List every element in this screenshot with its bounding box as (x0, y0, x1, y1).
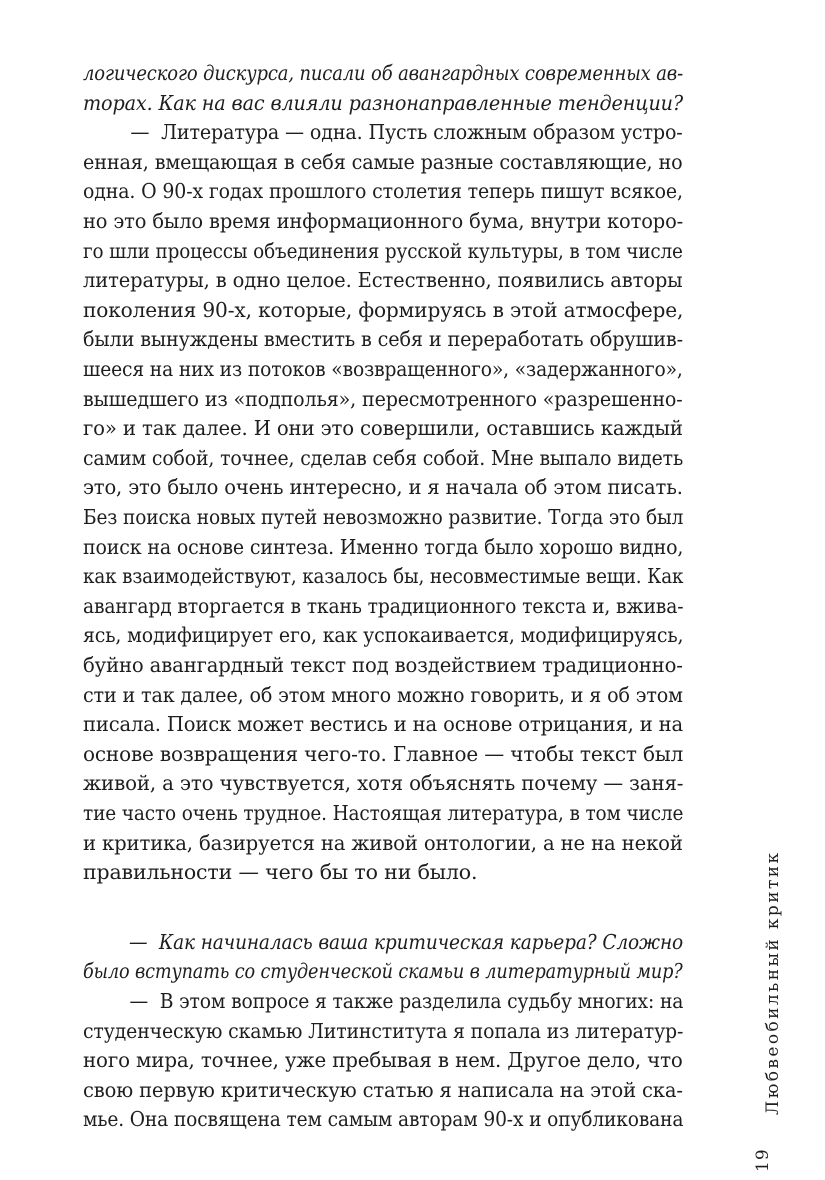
text-line: — Литература — одна. Пусть сложным образом устро- (83, 120, 683, 145)
text-line: но это было время информационного бума, внутри которо- (83, 209, 684, 233)
text-line: это, это было очень интересно, и я начала об этом писать. (83, 475, 683, 500)
text-line: самим собой, точнее, сделав себя собой. Мне выпало видеть (83, 445, 684, 470)
text-line: ного мира, точнее, уже пребывая в нем. Другое дело, что (83, 1048, 683, 1073)
text-line: сти и так далее, об этом много можно говорить, и я об этом (83, 682, 683, 707)
text-line: правильности — чего бы то ни было. (83, 860, 478, 885)
text-line: — В этом вопросе я также разделила судьбу многих: на (83, 989, 684, 1013)
text-line: авангард вторгается в ткань традиционного текста и, вжива- (83, 593, 684, 618)
text-line: енная, вмещающая в себя самые разные составляющие, но (83, 149, 683, 174)
text-line: Без поиска новых путей невозможно развитие. Тогда это был (83, 505, 684, 529)
text-line: литературы, в одно целое. Естественно, появились авторы (83, 268, 683, 293)
text-line: ясь, модифицирует его, как успокаивается, модифицируясь, (83, 623, 684, 648)
text-line: шееся на них из потоков «возвращенного», «задержанного», (83, 357, 683, 381)
text-line: и критика, базируется на живой онтологии, а не на некой (83, 830, 683, 855)
text-line: писала. Поиск может вестись и на основе отрицания, и на (83, 712, 684, 737)
text-line: как взаимодействуют, казалось бы, несовместимые вещи. Как (83, 564, 684, 589)
text-line: буйно авангардный текст под воздействием традиционно- (83, 653, 683, 677)
page-number: 19 (753, 1148, 773, 1172)
running-head: Любвеобильный критик (763, 850, 783, 1115)
text-line: свою первую критическую статью я написала на этой ска- (83, 1077, 683, 1102)
text-line: одна. О 90-х годах прошлого столетия теперь пишут всякое, (83, 179, 683, 204)
text-line: поколения 90-х, которые, формируясь в этой атмосфере, (83, 297, 684, 322)
text-line: живой, а это чувствуется, хотя объяснять почему — заня- (83, 771, 684, 796)
text-line: были вынуждены вместить в себя и переработать обрушив- (83, 327, 683, 352)
text-line: мье. Она посвящена тем самым авторам 90-х и опубликована (83, 1107, 684, 1132)
text-line: вышедшего из «подполья», пересмотренного «разрешенно- (83, 386, 683, 411)
text-line: — Как начиналась ваша критическая карьера? Сложно (83, 929, 684, 954)
text-line: поиск на основе синтеза. Именно тогда было хорошо видно, (83, 534, 684, 559)
text-line: тие часто очень трудное. Настоящая литература, в том числе (83, 801, 684, 825)
text-line: логического дискурса, писали об авангардных современных ав- (83, 61, 684, 85)
text-line: студенческую скамью Литинститута я попала из литератур- (83, 1018, 684, 1043)
text-line: основе возвращения чего-то. Главное — чтобы текст был (83, 741, 684, 766)
text-line: было вступать со студенческой скамьи в литературный мир? (83, 959, 683, 984)
text-line: торах. Как на вас влияли разнонаправленные тенденции? (83, 90, 684, 115)
text-line: го шли процессы объединения русской культуры, в том числе (83, 238, 683, 263)
text-line: го» и так далее. И они это совершили, оставшись каждый (83, 416, 683, 441)
